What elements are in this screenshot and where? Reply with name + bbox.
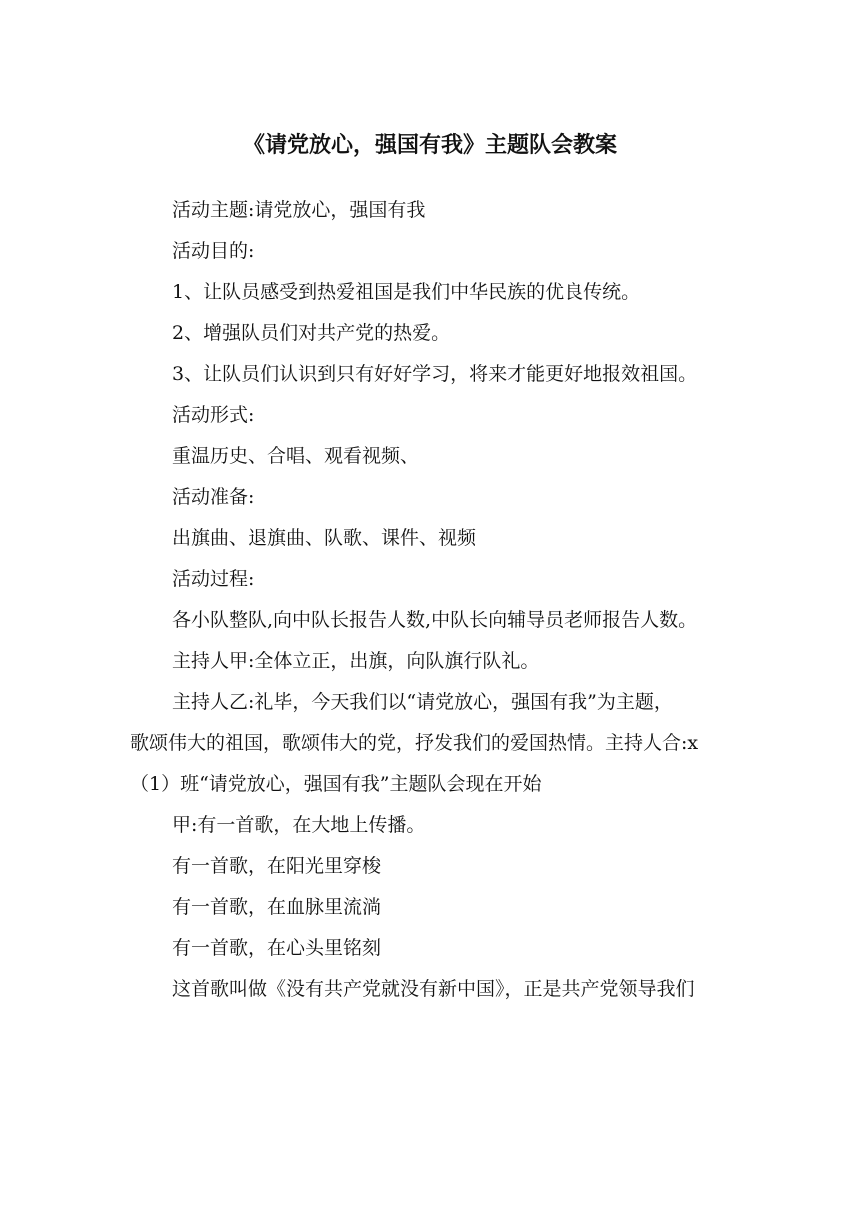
paragraph-roll-call: 各小队整队,向中队长报告人数,中队长向辅导员老师报告人数。 bbox=[172, 609, 698, 631]
document-title: 《请党放心，强国有我》主题队会教案 bbox=[242, 133, 617, 158]
paragraph-process-heading: 活动过程: bbox=[172, 568, 255, 590]
paragraph-preparation-heading: 活动准备: bbox=[172, 486, 255, 508]
paragraph-host-b-line-1: 主持人乙:礼毕，今天我们以“请党放心，强国有我”为主题， bbox=[172, 691, 673, 713]
paragraph-host-b-line-3: （1）班“请党放心，强国有我”主题队会现在开始 bbox=[130, 773, 542, 795]
paragraph-song-1: 甲:有一首歌，在大地上传播。 bbox=[172, 814, 426, 836]
paragraph-song-2: 有一首歌，在阳光里穿梭 bbox=[172, 855, 382, 877]
paragraph-goal-2: 2、增强队员们对共产党的热爱。 bbox=[172, 322, 451, 344]
paragraph-song-4: 有一首歌，在心头里铭刻 bbox=[172, 937, 382, 959]
paragraph-activity-form-heading: 活动形式: bbox=[172, 404, 255, 426]
paragraph-song-3: 有一首歌，在血脉里流淌 bbox=[172, 896, 382, 918]
paragraph-preparation: 出旗曲、退旗曲、队歌、课件、视频 bbox=[172, 527, 477, 549]
paragraph-host-b-line-2: 歌颂伟大的祖国，歌颂伟大的党，抒发我们的爱国热情。主持人合:x bbox=[130, 732, 699, 754]
paragraph-activity-theme: 活动主题:请党放心，强国有我 bbox=[172, 199, 426, 221]
paragraph-host-b bbox=[130, 682, 736, 805]
document-body bbox=[130, 190, 736, 1010]
paragraph-host-a: 主持人甲:全体立正，出旗，向队旗行队礼。 bbox=[172, 650, 540, 672]
paragraph-goal-3: 3、让队员们认识到只有好好学习，将来才能更好地报效祖国。 bbox=[172, 363, 698, 385]
paragraph-goal-1: 1、让队员感受到热爱祖国是我们中华民族的优良传统。 bbox=[172, 281, 641, 303]
paragraph-activity-goal-heading: 活动目的: bbox=[172, 240, 255, 262]
paragraph-song-name: 这首歌叫做《没有共产党就没有新中国》，正是共产党领导我们 bbox=[172, 978, 695, 1000]
paragraph-activity-form: 重温历史、合唱、观看视频、 bbox=[172, 445, 420, 467]
